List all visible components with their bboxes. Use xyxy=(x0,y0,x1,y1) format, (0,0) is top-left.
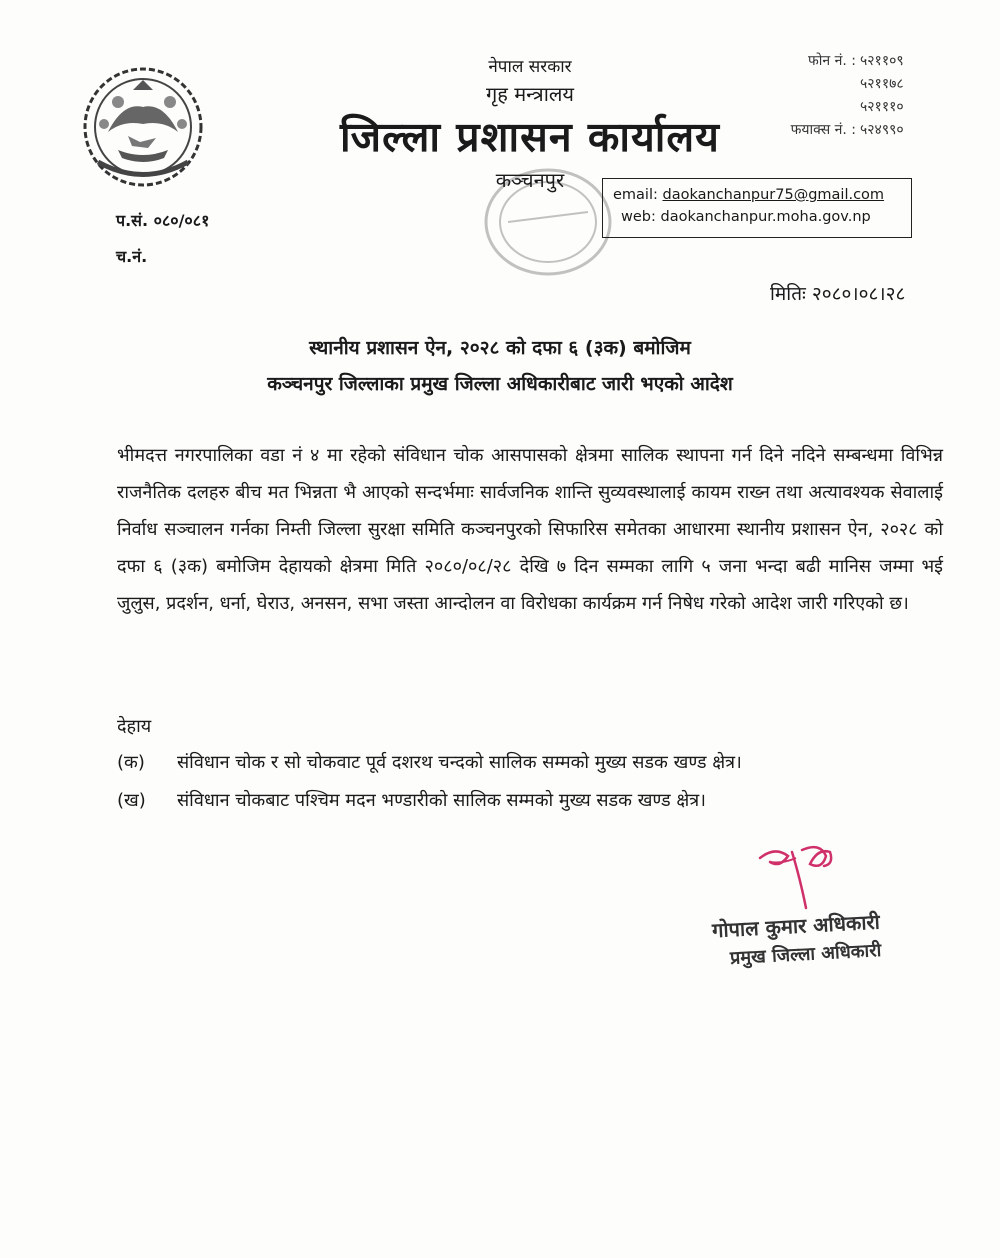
email-label: email: xyxy=(613,187,658,203)
signer-title: प्रमुख जिल्ला अधिकारी xyxy=(729,940,882,969)
reference-number: प.सं. ०८०/०८१ xyxy=(116,211,210,230)
list-item xyxy=(117,750,742,774)
office-name: जिल्ला प्रशासन कार्यालय xyxy=(340,113,720,161)
list-heading: देहाय xyxy=(117,716,152,737)
web-link[interactable]: daokanchanpur.moha.gov.np xyxy=(660,209,871,225)
document-title-line1: स्थानीय प्रशासन ऐन, २०२८ को दफा ६ (३क) बमोजिम xyxy=(309,337,691,359)
order-body: भीमदत्त नगरपालिका वडा नं ४ मा रहेको संविधान चोक आसपासको क्षेत्रमा सालिक स्थापना गर्न दिने नदिने सम्बन्धमा विभिन्न राजनैतिक दलहरु बीच मत भिन्नता भै आएको सन्दर्भमाः सार्वजनिक शान्ति सुव्यवस्थालाई कायम राख्न तथा अत्यावश्यक सेवालाई निर्वाध सञ्चालन गर्नका निम्ती जिल्ला सुरक्षा समिति कञ्चनपुरको सिफारिस समेतका आधारमा स्थानीय प्रशासन ऐन, २०२८ को दफा ६ (३क) बमोजिम देहायको क्षेत्रमा मिति २०८०/०८/२८ देखि ७ दिन सम्मका लागि ५ जना भन्दा बढी मानिस जम्मा भई जुलुस, प्रदर्शन, धर्ना, घेराउ, अनसन, सभा जस्ता आन्दोलन वा विरोधका कार्यक्रम गर्न निषेध गरेको आदेश जारी गरिएको छ। xyxy=(117,445,943,614)
fax-value: ५२४९९० xyxy=(860,122,904,138)
phone-value: ५२११०९ xyxy=(860,53,904,69)
phone-row xyxy=(762,96,962,119)
dispatch-number: च.नं. xyxy=(116,247,148,266)
contact-box xyxy=(602,178,912,238)
phone-numbers xyxy=(762,50,962,142)
signer-name: गोपाल कुमार अधिकारी xyxy=(711,909,881,943)
list-item xyxy=(117,788,706,812)
handwritten-signature-icon xyxy=(730,838,880,918)
phone-row xyxy=(762,73,962,96)
list-item-text: संविधान चोक र सो चोकवाट पूर्व दशरथ चन्दको सालिक सम्मको मुख्य सडक खण्ड क्षेत्र। xyxy=(177,752,742,773)
fax-row xyxy=(762,119,962,142)
email-line xyxy=(613,184,901,206)
document-title-line2: कञ्चनपुर जिल्लाका प्रमुख जिल्ला अधिकारीबाट जारी भएको आदेश xyxy=(267,373,733,395)
list-marker: (क) xyxy=(117,752,145,773)
ministry-name: गृह मन्त्रालय xyxy=(485,82,575,106)
phone-label: फोन नं. : xyxy=(807,53,856,69)
phone-label xyxy=(762,96,860,119)
web-line xyxy=(613,206,901,228)
phone-value: ५२१११० xyxy=(860,99,904,115)
list-marker: (ख) xyxy=(117,790,146,811)
fax-label: फयाक्स नं. : xyxy=(790,122,856,138)
phone-label xyxy=(762,73,860,96)
list-item-text: संविधान चोकबाट पश्चिम मदन भण्डारीको सालिक सम्मको मुख्य सडक खण्ड क्षेत्र। xyxy=(177,790,706,811)
phone-value: ५२११७८ xyxy=(860,76,904,92)
web-label: web: xyxy=(621,209,656,225)
document-date: मितिः २०८०।०८।२८ xyxy=(770,283,906,305)
government-name: नेपाल सरकार xyxy=(488,57,572,77)
district-name: कञ्चनपुर xyxy=(495,168,565,192)
phone-row xyxy=(762,50,962,73)
email-link[interactable]: daokanchanpur75@gmail.com xyxy=(662,187,885,203)
